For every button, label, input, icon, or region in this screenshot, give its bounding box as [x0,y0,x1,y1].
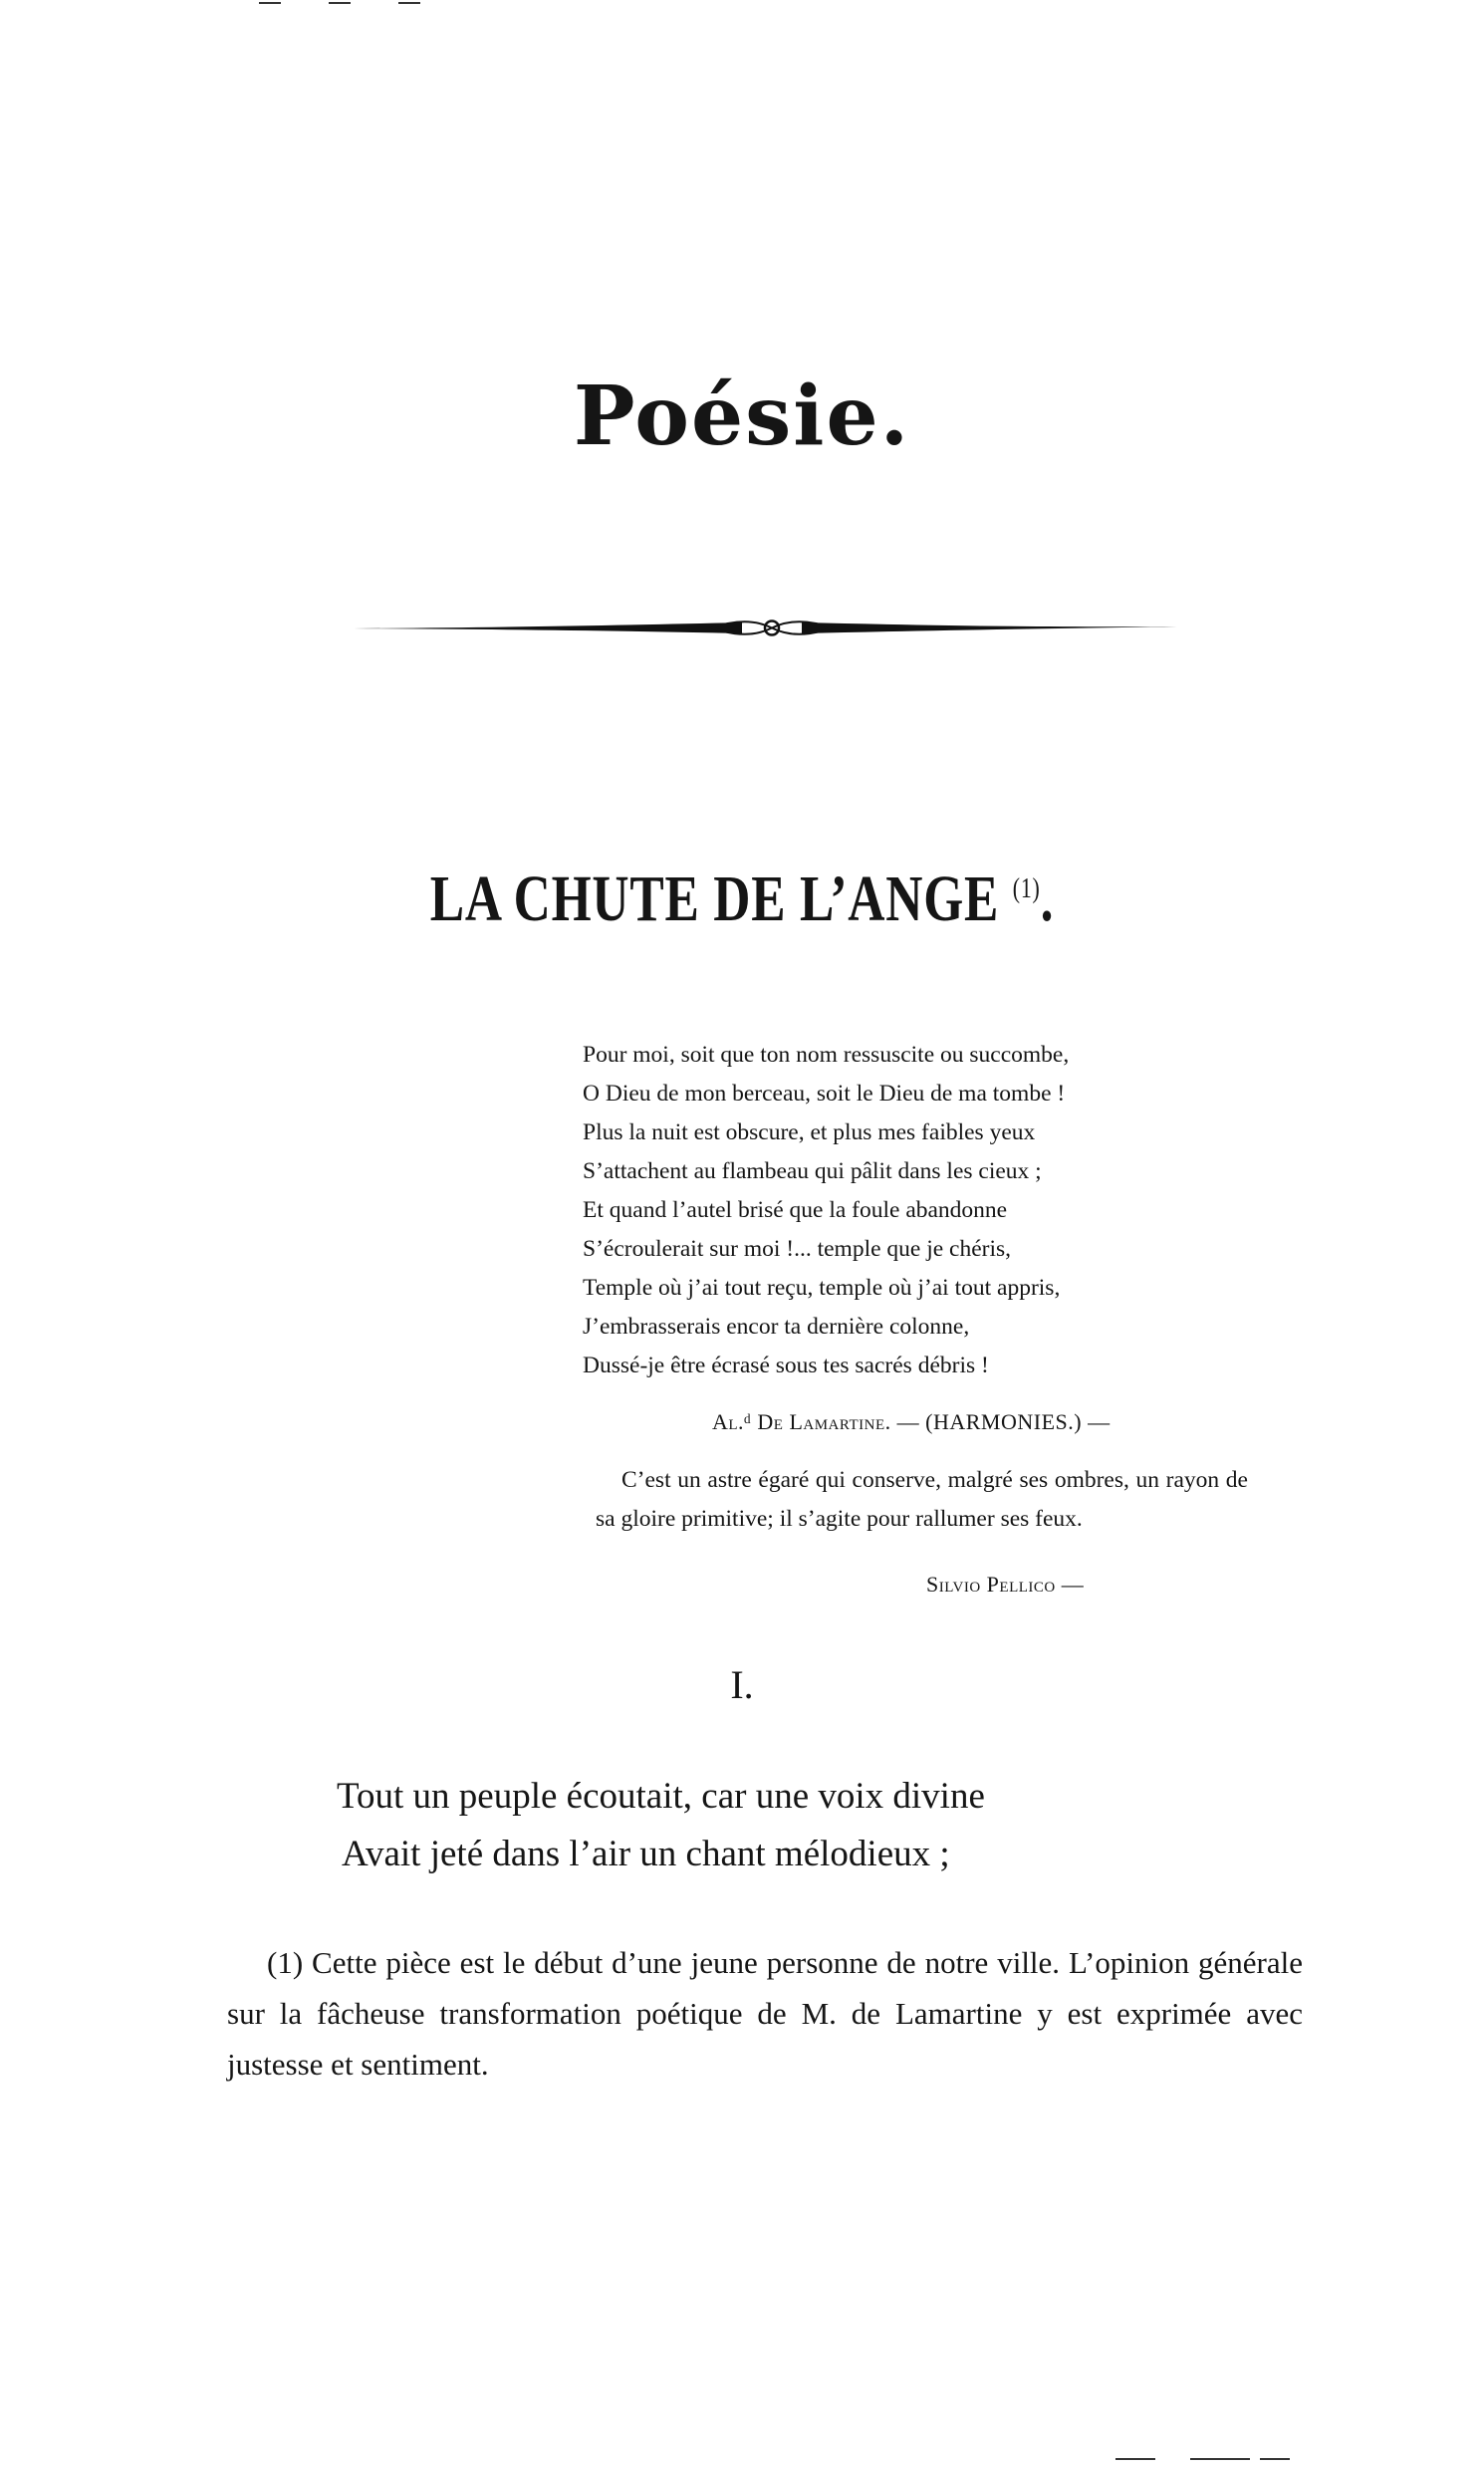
epigraph-line: O Dieu de mon berceau, soit le Dieu de ma tombe ! [583,1081,1066,1107]
prose-epigraph-attribution: Silvio Pellico — [926,1572,1085,1597]
epigraph-verse [583,1036,1280,1385]
prose-epigraph: C’est un astre égaré qui conserve, malgré ses ombres, un rayon de sa gloire primitive; il s’agite pour rallumer ses feux. [596,1467,1248,1532]
scan-mark [259,2,281,4]
poem-title-text: LA CHUTE DE L’ANGE [429,863,1000,935]
scan-mark [1260,2458,1290,2460]
poem-verse [337,1768,1233,1883]
poem-title-period: . [1040,863,1055,935]
epigraph-line: Temple où j’ai tout reçu, temple où j’ai tout appris, [583,1275,1061,1301]
scan-mark [1190,2458,1250,2460]
epigraph-line: Et quand l’autel brisé que la foule abandonne [583,1197,1008,1223]
scan-mark [329,2,351,4]
verse-line: Tout un peuple écoutait, car une voix divine [337,1776,985,1817]
ornamental-rule-divider [354,608,1190,647]
footnote-reference: (1) [1012,873,1041,904]
scan-mark [398,2,420,4]
epigraph-line: Plus la nuit est obscure, et plus mes faibles yeux [583,1119,1036,1145]
poem-title [163,862,1321,937]
epigraph-line: J’embrasserais encor ta dernière colonne, [583,1314,970,1340]
epigraph-line: S’écroulerait sur moi !... temple que je chéris, [583,1236,1012,1262]
footnote: (1) Cette pièce est le début d’une jeune personne de notre ville. L’opinion générale sur la fâcheuse transformation poétique de M. de Lamartine y est exprimée avec justesse et sentiment. [227,1945,1303,2082]
epigraph-line: Pour moi, soit que ton nom ressuscite ou succombe, [583,1042,1070,1068]
section-number: I. [730,1662,754,1707]
page-heading: Poésie. [573,369,911,464]
epigraph-line: S’attachent au flambeau qui pâlit dans les cieux ; [583,1158,1042,1184]
verse-line: Avait jeté dans l’air un chant mélodieux ; [342,1834,950,1874]
scan-mark [1115,2458,1155,2460]
epigraph-line: Dussé-je être écrasé sous tes sacrés débris ! [583,1353,989,1378]
epigraph-attribution: Al.ᵈ De Lamartine. — (HARMONIES.) — [712,1409,1111,1434]
